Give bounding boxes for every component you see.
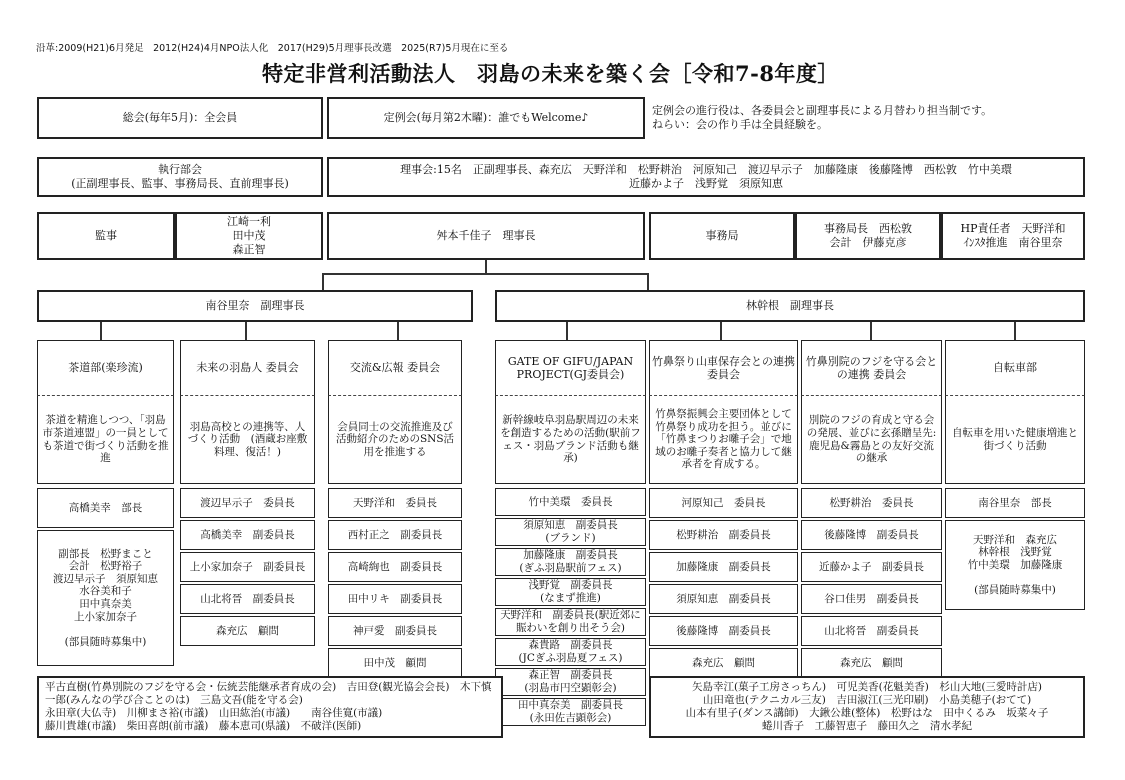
auditor-names-box	[175, 212, 323, 260]
committee-name: 茶道部(楽珍流)	[37, 340, 174, 396]
vice-chair-left: 南谷里奈 副理事長	[205, 299, 305, 313]
chair-label: 舛本千佳子 理事長	[436, 229, 536, 243]
connector	[100, 322, 102, 340]
committee-member: 須原知恵 副委員長 (ブランド)	[495, 518, 646, 546]
connector	[322, 273, 324, 290]
committee-name: 交流&広報 委員会	[328, 340, 462, 396]
committee-member: 高橋美幸 部長	[37, 488, 174, 528]
committee-member: 森充広 顧問	[649, 648, 798, 678]
committee-member: 山北将晉 副委員長	[801, 616, 942, 646]
connector	[485, 260, 487, 274]
committee-description: 別院のフジの育成と守る会の発展、並びに玄孫贈呈先:鹿児島&霧島との友好交流の継承	[801, 396, 942, 484]
committee-member: 高崎絢也 副委員長	[328, 552, 462, 582]
auditor-names: 江崎一利 田中茂 森正智	[227, 215, 271, 256]
committee-member: 田中リキ 副委員長	[328, 584, 462, 614]
advisors-left-box	[37, 676, 503, 738]
connector	[397, 322, 399, 340]
committee-member: 天野洋和 委員長	[328, 488, 462, 518]
committee-member: 神戸愛 副委員長	[328, 616, 462, 646]
board-box	[327, 157, 1085, 197]
committee-member: 浅野覚 副委員長 (なまず推進)	[495, 578, 646, 606]
committee-name: GATE OF GIFU/JAPAN PROJECT(GJ委員会)	[495, 340, 646, 396]
committee-member: 森正智 副委員長 (羽島市円空顕彰会)	[495, 668, 646, 696]
history-line: 沿革:2009(H21)6月発足 2012(H24)4月NPO法人化 2017(H29)5月理事長改選 2025(R7)5月現在に至る	[36, 43, 509, 54]
committee-description: 羽島高校との連携等、人づくり活動 (酒蔵お座敷料理、復活！)	[180, 396, 315, 484]
auditor-label-box	[37, 212, 175, 260]
connector	[566, 322, 568, 340]
committee-member: 天野洋和 副委員長(駅近郊に賑わいを創り出そう会)	[495, 608, 646, 636]
committee-member: 河原知己 委員長	[649, 488, 798, 518]
web-staff: HP責任者 天野洋和 ｲﾝｽﾀ推進 南谷里奈	[960, 222, 1066, 249]
committee-member: 田中茂 顧問	[328, 648, 462, 678]
committee-description: 会員同士の交流推進及び活動紹介のためのSNS活用を推進する	[328, 396, 462, 484]
committee-member: 松野耕治 委員長	[801, 488, 942, 518]
committee-member: 南谷里奈 部長	[945, 488, 1085, 518]
secretariat-staff: 事務局長 西松敦 会計 伊藤克彦	[824, 222, 912, 249]
committee-description: 竹鼻祭振興会主要団体として竹鼻祭り成功を担う。並びに「竹鼻まつりお囃子会」で地域のお囃子奏者と協力して継承者を育成する。	[649, 396, 798, 484]
page-title: 特定非営利活動法人 羽島の未来を築く会［令和7‑8年度］	[262, 61, 839, 86]
vice-chair-left-box	[37, 290, 473, 322]
connector	[245, 322, 247, 340]
committee-member: 後藤隆博 副委員長	[649, 616, 798, 646]
committee-description: 新幹線岐阜羽島駅周辺の未来を創造するための活動(駅前フェス・羽島ブランド活動も継承)	[495, 396, 646, 484]
auditor-label: 監事	[95, 229, 117, 243]
secretariat-box	[649, 212, 795, 260]
committee-member: 天野洋和 森充広 林幹根 浅野覚 竹中美環 加藤隆康 (部員随時募集中)	[945, 520, 1085, 610]
regular-meeting-box	[327, 97, 645, 139]
vice-chair-right: 林幹根 副理事長	[746, 299, 834, 313]
chair-box	[327, 212, 645, 260]
meeting-note: 定例会の進行役は、各委員会と副理事長による月替わり担当制です。 ねらい：会の作り手は全員経験を。	[652, 104, 993, 131]
advisors-left: 平古直樹(竹鼻別院のフジを守る会・伝統芸能継承者育成の会) 吉田登(観光協会会長) 木下慎一郎(みんなの学び合ことのは) 三島文吾(能を守る会) 永田章(大仏寺) 川柳まさ裕(市議) 山田紘治(市議) 南谷佳寛(市議) 藤川貴雄(市議) 柴田喜朗(前市議) 藤本恵司(県議) 不破洋(医師)	[45, 680, 492, 733]
board-label: 理事会:15名 正副理事長、森充広 天野洋和 松野耕治 河原知己 渡辺早示子 加藤隆康 後藤隆博 西松敦 竹中美環 近藤かよ子 浅野覚 須原知恵	[400, 163, 1012, 190]
regular-meeting-label: 定例会(毎月第2木曜)：誰でもWelcome♪	[383, 111, 589, 125]
committee-name: 竹鼻祭り山車保存会との連携 委員会	[649, 340, 798, 396]
general-meeting-box	[37, 97, 323, 139]
committee-member: 松野耕治 副委員長	[649, 520, 798, 550]
committee-description: 茶道を精進しつつ、「羽島市茶道連盟」の一員としても茶道で街づくり活動を推進	[37, 396, 174, 484]
committee-member: 森充広 顧問	[180, 616, 315, 646]
committee-member: 加藤隆康 副委員長	[649, 552, 798, 582]
connector	[720, 322, 722, 340]
committee-member: 近藤かよ子 副委員長	[801, 552, 942, 582]
committee-description: 自転車を用いた健康増進と街づくり活動	[945, 396, 1085, 484]
committee-member: 西村正之 副委員長	[328, 520, 462, 550]
committee-member: 森充広 顧問	[801, 648, 942, 678]
committee-name: 未来の羽島人 委員会	[180, 340, 315, 396]
committee-member: 上小家加奈子 副委員長	[180, 552, 315, 582]
connector	[1014, 322, 1016, 340]
secretariat-staff-box	[795, 212, 941, 260]
committee-member: 須原知恵 副委員長	[649, 584, 798, 614]
committee-member: 田中真奈美 副委員長 (永田佐吉顕彰会)	[495, 698, 646, 726]
committee-member: 副部長 松野まこと 会計 松野裕子 渡辺早示子 須原知恵 水谷美和子 田中真奈美 上小家加奈子 (部員随時募集中)	[37, 530, 174, 666]
vice-chair-right-box	[495, 290, 1085, 322]
committee-member: 山北将晉 副委員長	[180, 584, 315, 614]
connector	[647, 273, 649, 290]
committee-member: 竹中美環 委員長	[495, 488, 646, 516]
executive-label: 執行部会 (正副理事長、監事、事務局長、直前理事長)	[71, 163, 289, 190]
committee-member: 渡辺早示子 委員長	[180, 488, 315, 518]
connector	[322, 273, 648, 275]
committee-member: 加藤隆康 副委員長 (ぎふ羽島駅前フェス)	[495, 548, 646, 576]
committee-member: 高橋美幸 副委員長	[180, 520, 315, 550]
committee-name: 自転車部	[945, 340, 1085, 396]
web-staff-box	[941, 212, 1085, 260]
advisors-right-box	[649, 676, 1085, 738]
committee-name: 竹鼻別院のフジを守る会との連携 委員会	[801, 340, 942, 396]
general-meeting-label: 総会(毎年5月)：全会員	[122, 111, 238, 125]
secretariat-label: 事務局	[705, 229, 739, 243]
connector	[870, 322, 872, 340]
committee-member: 森貴路 副委員長 (JCぎふ羽島夏フェス)	[495, 638, 646, 666]
committee-member: 後藤隆博 副委員長	[801, 520, 942, 550]
executive-box	[37, 157, 323, 197]
committee-member: 谷口佳男 副委員長	[801, 584, 942, 614]
advisors-right: 矢島幸江(菓子工房さっちん) 可児美香(花魁美香) 杉山大地(三愛時計店) 山田竜也(テクニカル三友) 吉田淑江(三光印刷) 小島美穂子(おてて) 山本有里子(ダンス講師) 大鍬公雄(整体) 松野はな 田中くるみ 坂菜々子 蜷川香子 工藤智恵子 藤田久之 清水孝紀	[685, 680, 1049, 733]
